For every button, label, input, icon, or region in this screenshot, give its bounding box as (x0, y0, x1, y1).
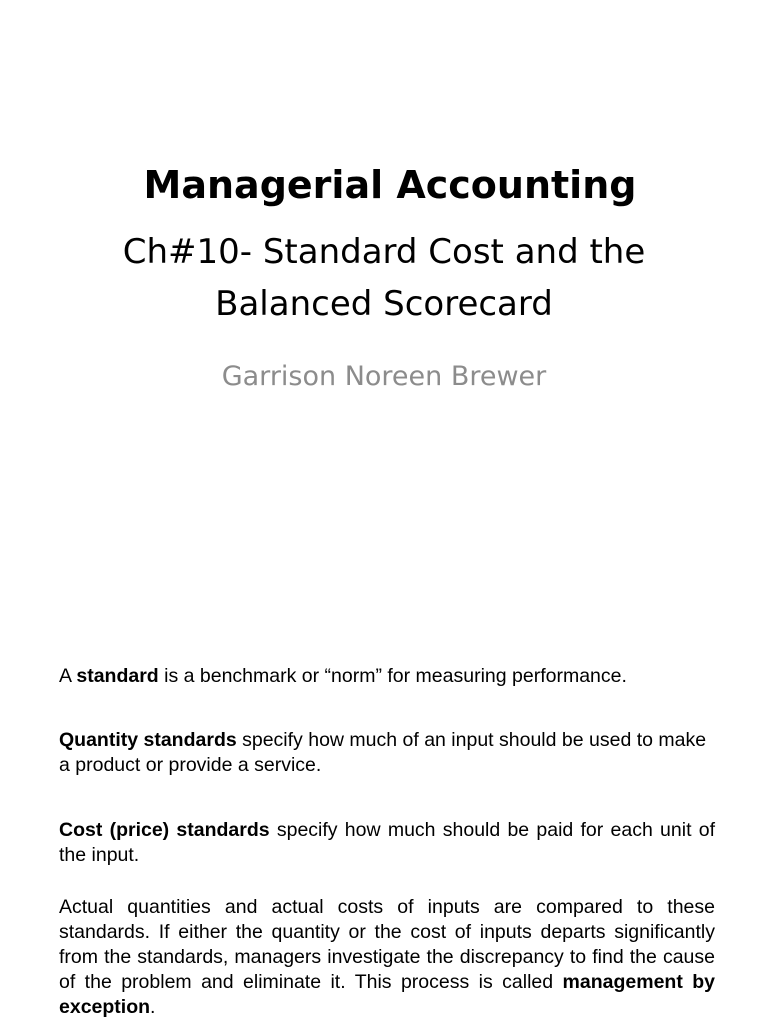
slide-title: Managerial Accounting (143, 163, 637, 207)
p1-pre-text: A (59, 665, 77, 687)
paragraph-management-by-exception (59, 895, 715, 1020)
p4-pre-text: Actual quantities and actual costs of inputs are compared to these standards. If either the quantity or the cost of inputs departs significantly from the standards, managers investigate the discrepancy to find the cause of the problem and eliminate it. This process is called (59, 896, 715, 993)
p3-post-text: specify how much should be paid for each unit of the input. (59, 819, 715, 866)
paragraph-quantity-standards (59, 728, 715, 778)
p4-post-text: . (150, 996, 156, 1018)
term-management-by-exception: management by exception (59, 971, 715, 1018)
slide-subtitle (0, 226, 768, 330)
p2-post-text: specify how much of an input should be used to make a product or provide a service. (59, 729, 707, 776)
p1-post-text: is a benchmark or “norm” for measuring performance. (158, 665, 627, 687)
subtitle-line-1: Ch#10- Standard Cost and the (122, 232, 646, 272)
term-cost-standards: Cost (price) standards (59, 819, 270, 841)
paragraph-cost-standards (59, 818, 715, 868)
subtitle-line-2: Balanced Scorecard (215, 284, 553, 324)
term-quantity-standards: Quantity standards (59, 729, 237, 751)
author-names: Garrison Noreen Brewer (221, 361, 547, 392)
term-standard: standard (76, 665, 159, 687)
paragraph-standard-definition (59, 664, 715, 689)
